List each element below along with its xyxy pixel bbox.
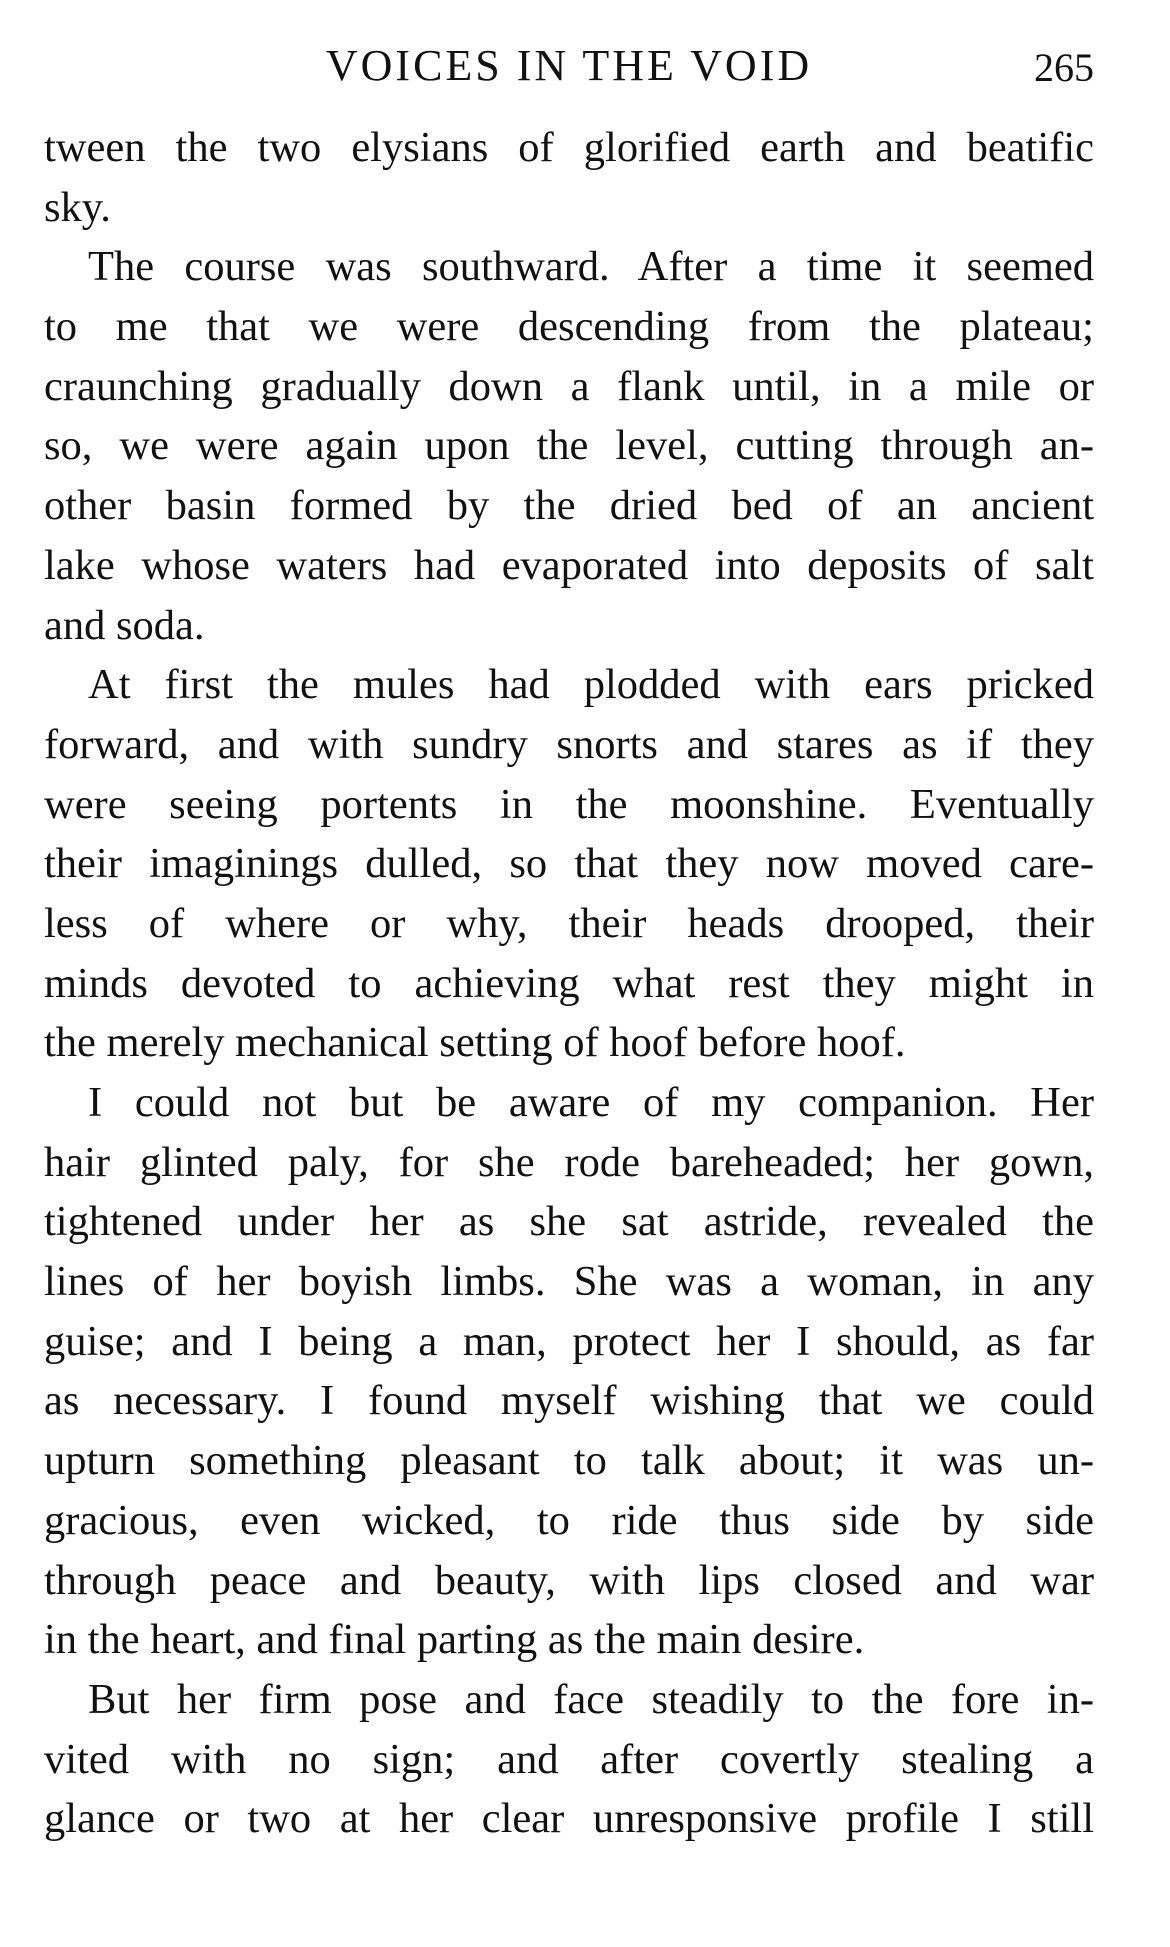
text-line: their imaginings dulled, so that they now moved care- (44, 840, 1094, 888)
text-line: less of where or why, their heads drooped, their (44, 899, 1094, 947)
paragraph (44, 118, 1094, 237)
text-line: guise; and I being a man, protect her I should, as far (44, 1317, 1094, 1365)
text-line: The course was southward. After a time it seemed (88, 243, 1094, 291)
text-line: forward, and with sundry snorts and stares as if they (44, 720, 1094, 768)
text-line: upturn something pleasant to talk about; it was un- (44, 1437, 1094, 1485)
paragraph (44, 655, 1094, 1073)
text-line: At first the mules had plodded with ears pricked (88, 661, 1094, 709)
paragraph (44, 237, 1094, 655)
text-line: I could not but be aware of my companion. Her (88, 1079, 1094, 1126)
running-head (44, 36, 1094, 96)
text-line: through peace and beauty, with lips closed and war (44, 1556, 1094, 1604)
text-line: as necessary. I found myself wishing that we could (44, 1377, 1094, 1425)
text-line: craunching gradually down a flank until, in a mile or (44, 362, 1094, 410)
text-line: the merely mechanical setting of hoof before hoof. (44, 1019, 906, 1067)
text-line: were seeing portents in the moonshine. Eventually (44, 780, 1094, 828)
text-line: in the heart, and final parting as the main desire. (44, 1616, 865, 1664)
text-line: other basin formed by the dried bed of an ancient (44, 482, 1094, 530)
text-line: But her firm pose and face steadily to the fore in- (88, 1675, 1094, 1723)
text-line: tween the two elysians of glorified earth and beatific (44, 124, 1094, 171)
text-line: glance or two at her clear unresponsive profile I still (44, 1795, 1094, 1843)
text-line: tightened under her as she sat astride, revealed the (44, 1198, 1094, 1246)
text-line: lake whose waters had evaporated into deposits of salt (44, 541, 1094, 589)
running-title: VOICES IN THE VOID (325, 41, 813, 90)
text-line: hair glinted paly, for she rode bareheaded; her gown, (44, 1138, 1094, 1186)
paragraph (44, 1073, 1094, 1670)
text-line: lines of her boyish limbs. She was a woman, in any (44, 1258, 1094, 1306)
text-line: to me that we were descending from the plateau; (44, 303, 1094, 351)
text-line: and soda. (44, 601, 205, 649)
text-line: minds devoted to achieving what rest they might in (44, 959, 1094, 1007)
page-number: 265 (1034, 45, 1094, 90)
paragraph (44, 1670, 1094, 1849)
text-line: so, we were again upon the level, cutting through an- (44, 422, 1094, 470)
body-text (44, 118, 1094, 1849)
text-line: vited with no sign; and after covertly stealing a (44, 1735, 1094, 1783)
text-line: gracious, even wicked, to ride thus side by side (44, 1496, 1094, 1544)
text-line: sky. (44, 183, 111, 231)
